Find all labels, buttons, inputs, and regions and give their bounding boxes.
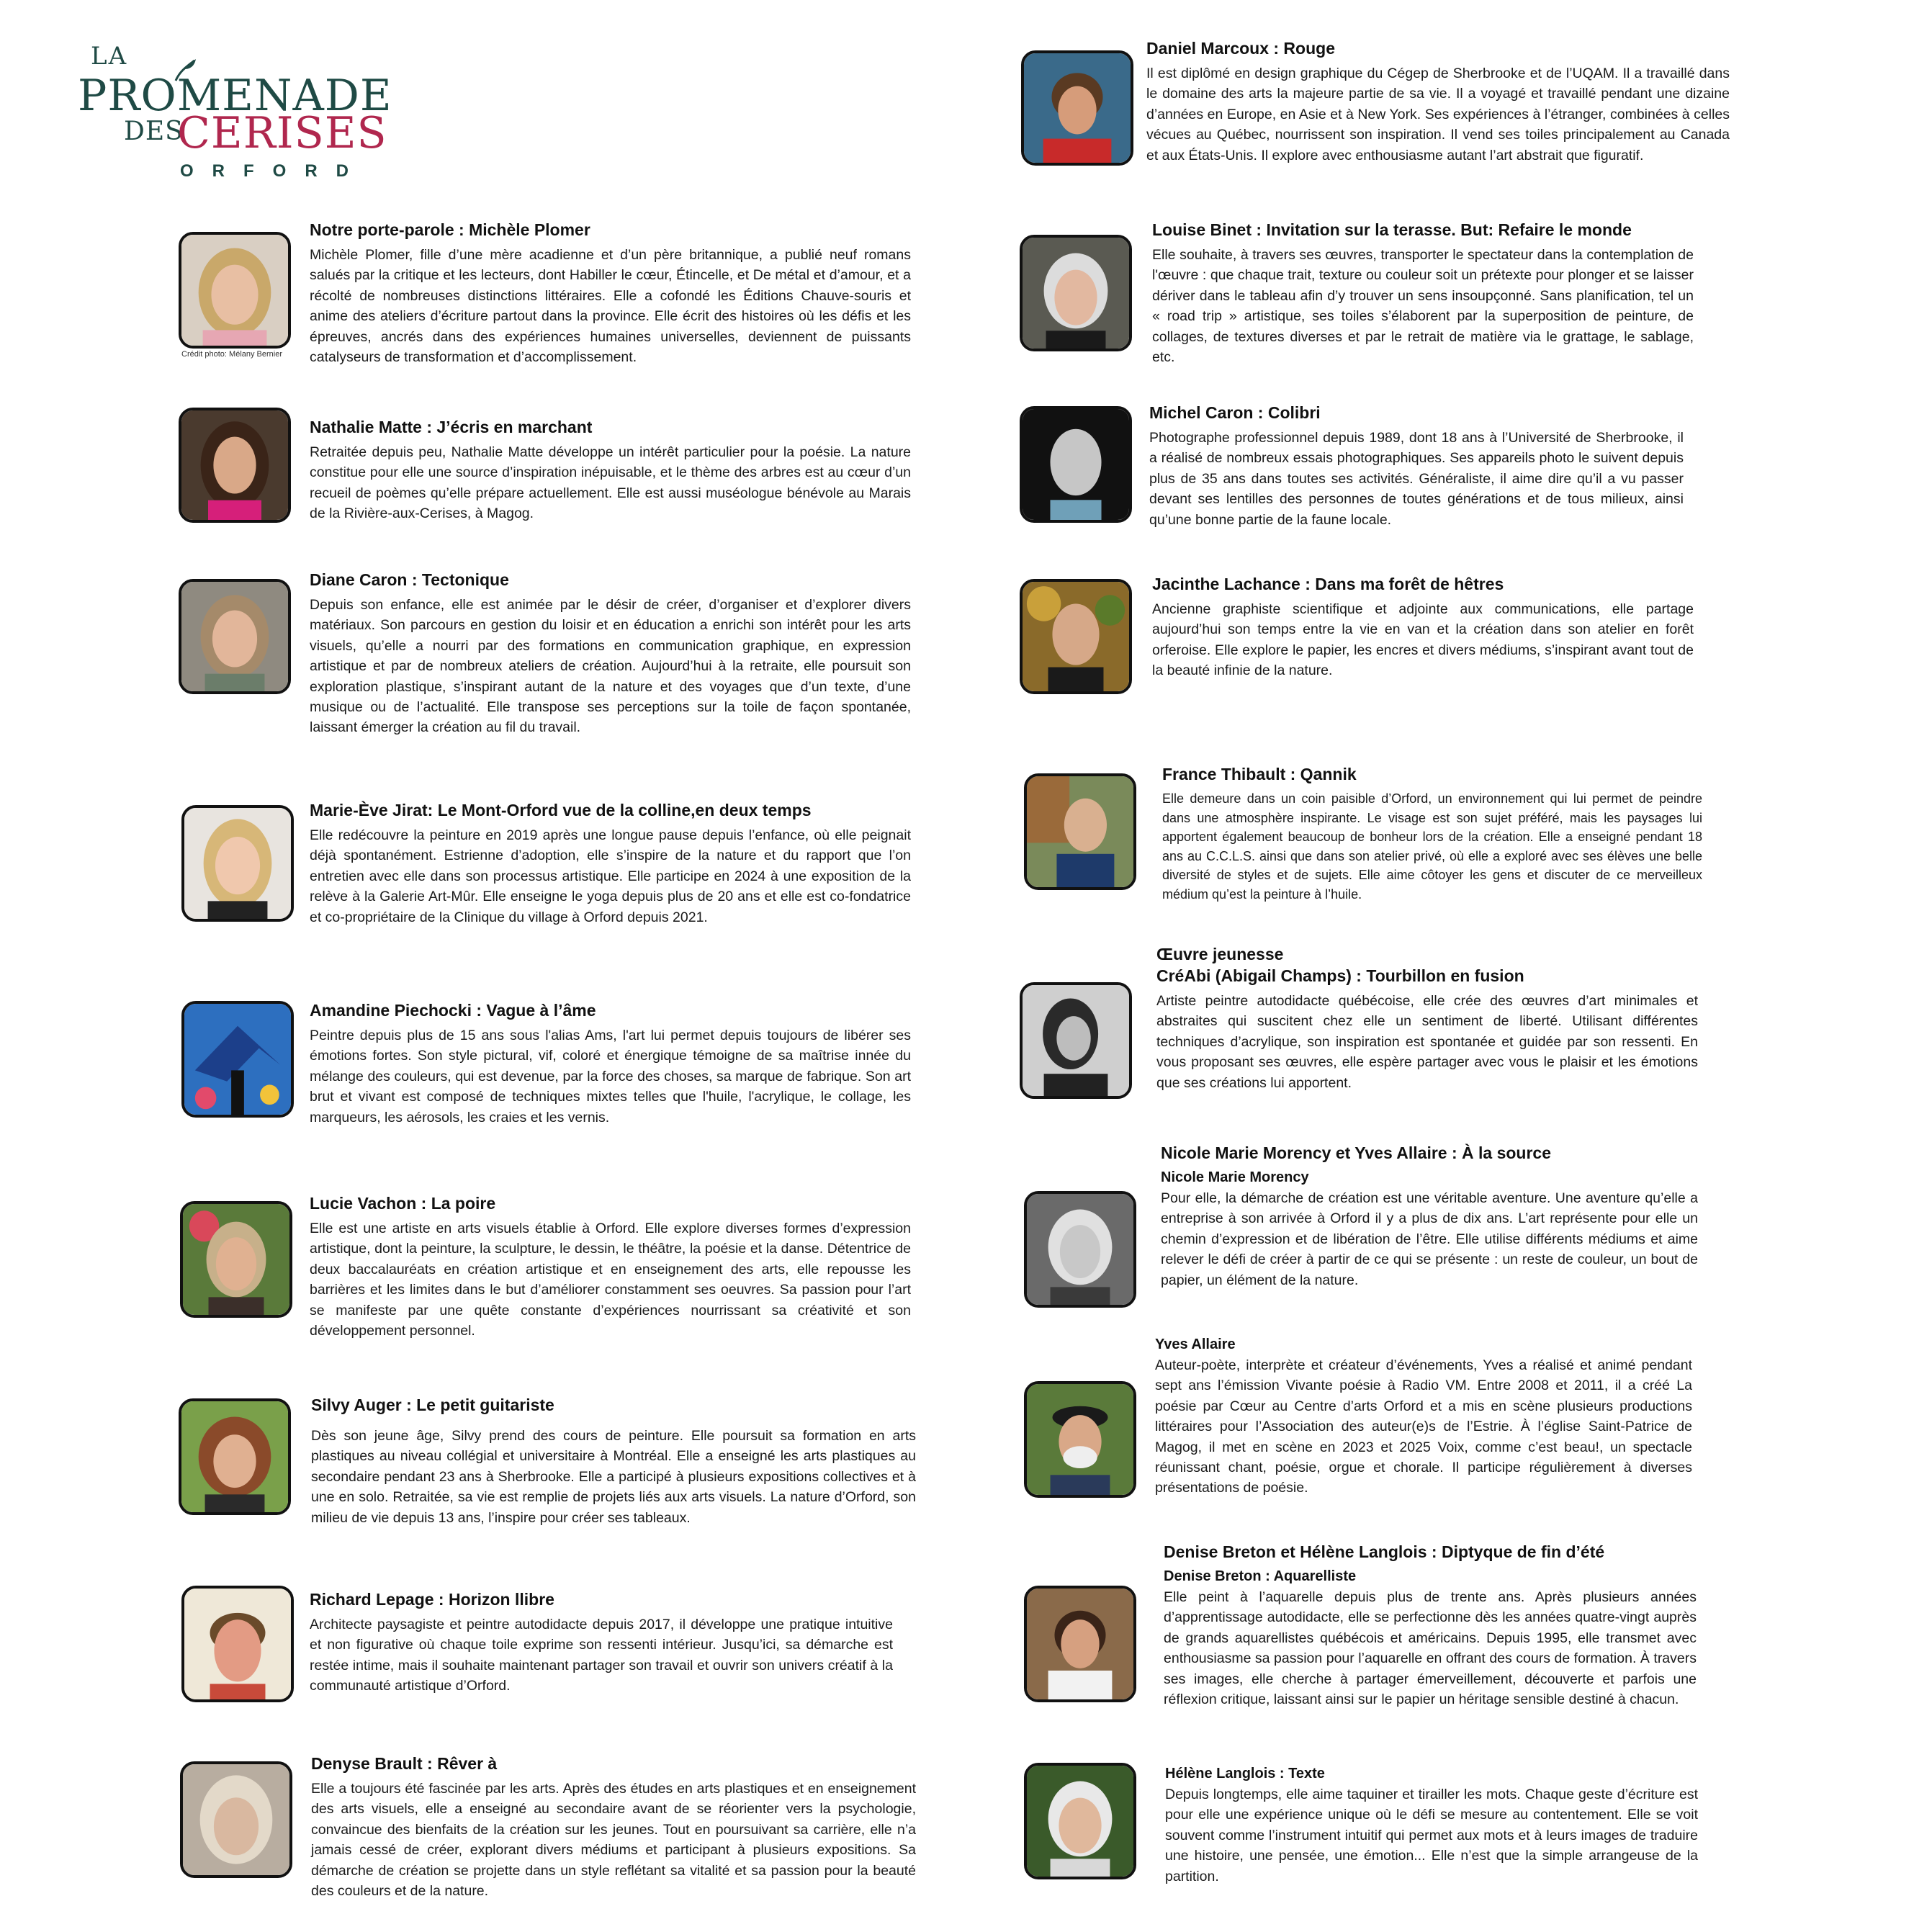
bio-title: Daniel Marcoux : Rouge <box>1146 39 1335 58</box>
bio-text: Architecte paysagiste et peintre autodidacte depuis 2017, il développe une pratique intuitive et non figurative où chaque toile exprime son ressenti intérieur. Jusqu’ici, sa démarche est restée intime, mais il souhaite maintenant partager son travail et ouvrir son univers créatif à la communauté artistique d’Orford. <box>310 1617 893 1694</box>
bio-text: Elle est une artiste en arts visuels établie à Orford. Elle explore diverses formes d’expression artistique, dont la peinture, la sculpture, le dessin, le théâtre, la poésie et la danse. Détentrice de deux baccalauréats en création artistique et en enseignement des arts, elle repousse les barrières et les limites dans le but d’améliorer constamment ses oeuvres. Sa passion pour l’art se manifeste par une quête constante d’expériences nourrissant sa créativité et son développement personnel. <box>310 1221 911 1339</box>
portrait-denise-breton <box>1024 1586 1136 1702</box>
bio-title: Amandine Piechocki : Vague à l’âme <box>310 1001 596 1020</box>
bio-marie-eve-jirat <box>310 799 911 927</box>
portrait-daniel-marcoux <box>1021 50 1133 166</box>
bio-lucie-vachon <box>310 1192 911 1341</box>
bio-france-thibault <box>1162 763 1702 904</box>
logo-cerises: CERISES <box>177 108 387 158</box>
bio-text: Elle souhaite, à travers ses œuvres, transporter le spectateur dans la contemplation de l'œuvre : que chaque trait, texture ou couleur soit un prétexte pour plonger et se laisser dériver dans le tableau afin d’y trouver un sens insoupçonné. Sans planification, tel un « road trip » artistique, ses toiles s’élaborent par la superposition de peinture, de collages, de textures diverses et par le retrait de matière via le grattage, le sablage, etc. <box>1152 247 1694 366</box>
logo-la: LA <box>91 42 128 71</box>
portrait-creabi <box>1020 982 1132 1099</box>
portrait-helene-langlois <box>1024 1763 1136 1879</box>
portrait-louise-binet <box>1020 235 1132 351</box>
bio-daniel-marcoux <box>1146 37 1730 166</box>
portrait-michel-caron <box>1020 406 1132 523</box>
bio-text: Dès son jeune âge, Silvy prend des cours de peinture. Elle poursuit sa formation en arts plastiques au niveau collégial et universitaire à Montréal. Elle a enseigné les arts plastiques au secondaire pendant 23 ans à Sherbrooke. Elle a participé à plusieurs expositions collectives et à une en solo. Retraitée, sa vie est remplie de projets liés aux arts visuels. La nature d’Orford, son milieu de vie depuis 13 ans, l’inspire pour créer ses tableaux. <box>311 1428 916 1526</box>
bio-michele-plomer <box>310 219 911 367</box>
bio-title: Nathalie Matte : J’écris en marchant <box>310 418 593 436</box>
portrait-diane-caron <box>179 579 291 694</box>
bio-richard-lepage <box>310 1589 893 1697</box>
bio-title: Denise Breton et Hélène Langlois : Diptyque de fin d’été <box>1164 1542 1605 1561</box>
bio-text: Peintre depuis plus de 15 ans sous l'alias Ams, l'art lui permet depuis toujours de libérer ses émotions fortes. Son style pictural, vif, coloré et énergique témoigne de sa maîtrise innée du mélange des couleurs, qui est devenue, par la force des choses, sa marque de fabrique. Son art brut et vivant est composé de techniques mixtes telles que l'huile, l'acrylique, le collage, les marqueurs, les aérosols, les craies et les vernis. <box>310 1028 911 1125</box>
bio-title: Notre porte-parole : Michèle Plomer <box>310 220 590 239</box>
photo-credit: Crédit photo: Mélany Bernier <box>181 350 283 359</box>
bio-title-top: Œuvre jeunesse <box>1156 945 1284 963</box>
bio-denyse-brault <box>311 1753 916 1901</box>
bio-denise-breton <box>1164 1541 1697 1709</box>
bio-text: Elle a toujours été fascinée par les arts. Après des études en arts plastiques et en enseignement des arts visuels, elle a enseigné au secondaire avant de se réorienter vers la psychologie, convaincue des bienfaits de la création sur les jeunes. Tout en poursuivant sa carrière, elle n’a jamais cessé de créer, explorant divers médiums et participant à plusieurs expositions. Sa démarche de création se projette dans un style reflétant sa vitalité et sa passion pour la beauté des couleurs et de la nature. <box>311 1781 916 1900</box>
bio-nicole-marie-morency <box>1161 1142 1698 1290</box>
bio-subtitle: Denise Breton : Aquarelliste <box>1164 1568 1357 1584</box>
bio-nathalie-matte <box>310 416 911 524</box>
bio-title: Diane Caron : Tectonique <box>310 570 509 589</box>
bio-silvy-auger <box>311 1394 916 1528</box>
bio-title: Michel Caron : Colibri <box>1149 403 1321 422</box>
portrait-yves-allaire <box>1024 1381 1136 1498</box>
bio-diane-caron <box>310 569 911 738</box>
portrait-lucie-vachon <box>180 1201 292 1318</box>
bio-title: Nicole Marie Morency et Yves Allaire : À la source <box>1161 1144 1552 1162</box>
bio-subtitle: Hélène Langlois : Texte <box>1165 1766 1325 1782</box>
bio-helene-langlois <box>1165 1764 1698 1887</box>
cherry-leaf-icon <box>170 56 199 85</box>
portrait-france-thibault <box>1024 773 1136 890</box>
portrait-nathalie-matte <box>179 408 291 523</box>
promenade-des-cerises-logo <box>78 42 392 186</box>
logo-des: DES <box>124 117 184 146</box>
bio-michel-caron <box>1149 402 1684 530</box>
bio-title: Louise Binet : Invitation sur la terasse. But: Refaire le monde <box>1152 220 1632 239</box>
portrait-nicole-marie-morency <box>1024 1191 1136 1308</box>
bio-text: Ancienne graphiste scientifique et adjointe aux communications, elle partage aujourd’hui son temps entre la vie en van et la création dans son atelier en forêt orferoise. Elle explore le papier, les encres et divers médiums, s’inspirant avant tout de la beauté infinie de la nature. <box>1152 601 1694 679</box>
bio-text: Photographe professionnel depuis 1989, dont 18 ans à l’Université de Sherbrooke, il a réalisé de nombreux essais photographiques. Ses appareils photo le suivent depuis plus de 35 ans dans toutes ses activités. Généraliste, il aime dire qu’il a vu passer devant ses lentilles des personnes de toutes générations et de tous milieux, ainsi qu’une bonne partie de la faune locale. <box>1149 430 1684 528</box>
bio-subtitle: Yves Allaire <box>1155 1336 1236 1352</box>
bio-yves-allaire <box>1155 1335 1692 1499</box>
bio-text: Elle redécouvre la peinture en 2019 après une longue pause depuis l’enfance, où elle peignait déjà spontanément. Estrienne d’adoption, elle s’inspire de la nature et du rapport que l’on entretien avec elle dans son processus artistique. Elle participe en 2024 à une exposition de la relève à la Galerie Art-Mûr. Elle enseigne le yoga depuis plus de 20 ans et elle est co-fondatrice et co-propriétaire de la Clinique du village à Orford depuis 2021. <box>310 827 911 925</box>
bio-title: Silvy Auger : Le petit guitariste <box>311 1396 554 1414</box>
portrait-michele-plomer <box>179 232 291 349</box>
bio-amandine-piechocki <box>310 999 911 1128</box>
portrait-amandine-piechocki <box>181 1001 294 1118</box>
portrait-jacinthe-lachance <box>1020 579 1132 694</box>
bio-text: Elle demeure dans un coin paisible d’Orford, un environnement qui lui permet de peindre dans une atmosphère inspirante. Le visage est son sujet préféré, mais les paysages lui apportent également beaucoup de bonheur lors de la création. Elle a enseigné pendant 18 ans au C.C.L.S. ainsi que dans son atelier privé, où elle a exploré avec ses élèves une belle diversité de styles et de sujets. Elle aime côtoyer les gens et discuter de ce merveilleux médium qu’est la peinture à l’huile. <box>1162 791 1702 902</box>
bio-creabi <box>1156 943 1698 1093</box>
logo-orford: ORFORD <box>180 161 367 181</box>
bio-text: Depuis longtemps, elle aime taquiner et tirailler les mots. Chaque geste d’écriture est pour elle une expérience unique où le défi se mesure au contentement. Elle se voit souvent comme l’instrument intuitif qui permet aux mots et à leurs images de traduire une histoire, une pensée, une émotion... Elle n’est que la simple arrangeuse de la partition. <box>1165 1787 1698 1884</box>
bio-title: CréAbi (Abigail Champs) : Tourbillon en fusion <box>1156 966 1524 985</box>
bio-text: Depuis son enfance, elle est animée par le désir de créer, d’organiser et d’explorer divers matériaux. Son parcours en gestion du loisir et en éducation a enrichi son intérêt pour les arts visuels, qu’elle a nourri par des formations en communication graphique, en expression artistique et par de nombreux ateliers de création. Aujourd’hui à la retraite, elle poursuit son exploration plastique, s’inspirant autant de la nature et des voyages que d’un texte, d’une musique ou de l’actualité. Elle transpose ses perceptions sur la toile de façon spontanée, laissant émerger la création au fil du travail. <box>310 597 911 736</box>
bio-text: Michèle Plomer, fille d’une mère acadienne et d’un père britannique, a publié neuf romans salués par la critique et les lecteurs, dont Habiller le cœur, Étincelle, et De métal et d’amour, et a récolté de nombreuses distinctions littéraires. Elle a cofondé les Éditions Chauve-souris et anime des ateliers d’écriture partout dans la province. Elle écrit des histoires où les défis et les épreuves, ancrés dans des expériences humaines universelles, deviennent de puissants catalyseurs de transformation et d’accomplissement. <box>310 247 911 366</box>
bio-title: France Thibault : Qannik <box>1162 765 1357 783</box>
bio-text: Pour elle, la démarche de création est une véritable aventure. Une aventure qu’elle a entreprise à son arrivée à Orford il y a plus de dix ans. L’art représente pour elle un chemin d’expression et de libération de l’être. Elle utilise différents médiums et aime relever le défi de créer à partir de ce qui se présente : un reste de couleur, un bout de papier, un élément de la nature. <box>1161 1190 1698 1288</box>
bio-title: Marie-Ève Jirat: Le Mont-Orford vue de la colline,en deux temps <box>310 801 812 819</box>
bio-title: Jacinthe Lachance : Dans ma forêt de hêtres <box>1152 575 1504 593</box>
bio-title: Richard Lepage : Horizon llibre <box>310 1590 554 1609</box>
bio-louise-binet <box>1152 219 1694 367</box>
bio-title: Lucie Vachon : La poire <box>310 1194 496 1213</box>
bio-text: Retraitée depuis peu, Nathalie Matte développe un intérêt particulier pour la poésie. La nature constitue pour elle une source d’inspiration inépuisable, et le thème des arbres est au cœur d’un recueil de poèmes qu’elle prépare actuellement. Elle est aussi muséologue bénévole au Marais de la Rivière-aux-Cerises, à Magog. <box>310 444 911 522</box>
bio-jacinthe-lachance <box>1152 573 1694 681</box>
portrait-denyse-brault <box>180 1761 292 1878</box>
bio-text: Artiste peintre autodidacte québécoise, elle crée des œuvres d’art minimales et abstraites qui suscitent chez elle un sentiment de liberté. Utilisant différentes techniques d’acrylique, son inspiration est spontanée et guidée par son ressenti. En vous proposant ses œuvres, elle espère partager avec vous le plaisir et les émotions que ses créations lui apportent. <box>1156 993 1698 1091</box>
portrait-silvy-auger <box>179 1398 291 1515</box>
bio-text: Elle peint à l’aquarelle depuis plus de trente ans. Après plusieurs années d’apprentissage autodidacte, elle se perfectionne dès les années quatre-vingt auprès de grands aquarellistes québécois et américains. Depuis 1995, elle transmet avec enthousiasme sa passion pour l’aquarelle en offrant des cours de formation. À travers ses images, elle cherche à partager émerveillement, découverte et parfois une réflexion critique, laissant ainsi sur le papier un héritage sensible destiné à chacun. <box>1164 1589 1697 1708</box>
portrait-marie-eve-jirat <box>181 805 294 922</box>
portrait-richard-lepage <box>181 1586 294 1702</box>
bio-text: Auteur-poète, interprète et créateur d’événements, Yves a réalisé et animé pendant sept ans l’émission Vivante poésie à Radio VM. Entre 2008 et 2011, il a créé La poésie par Cœur au Centre d’arts Orford et a mis en scène plusieurs productions littéraires pour l’Association des auteur(e)s de l’Estrie. À l’église Saint-Patrice de Magog, il met en scène en 2023 et 2025 Voix, comme c’est beau!, un spectacle réunissant chant, poésie, orgue et chorale. Il participe régulièrement à diverses présentations de poésie. <box>1155 1357 1692 1496</box>
bio-subtitle: Nicole Marie Morency <box>1161 1169 1309 1185</box>
bio-title: Denyse Brault : Rêver à <box>311 1754 498 1773</box>
bio-text: Il est diplômé en design graphique du Cégep de Sherbrooke et de l’UQAM. Il a travaillé dans le domaine des arts la majeure partie de sa vie. Il a voyagé et travaillé pendant une dizaine d’années en Europe, en Asie et à New York. Ses expériences à l’étranger, combinées à celles vécues au Québec, nourrissent son inspiration. Il vend ses toiles principalement au Canada et aux États-Unis. Il explore avec enthousiasme autant l’art abstrait que figuratif. <box>1146 66 1730 163</box>
logo-promenade: PROMENADE <box>78 71 392 121</box>
